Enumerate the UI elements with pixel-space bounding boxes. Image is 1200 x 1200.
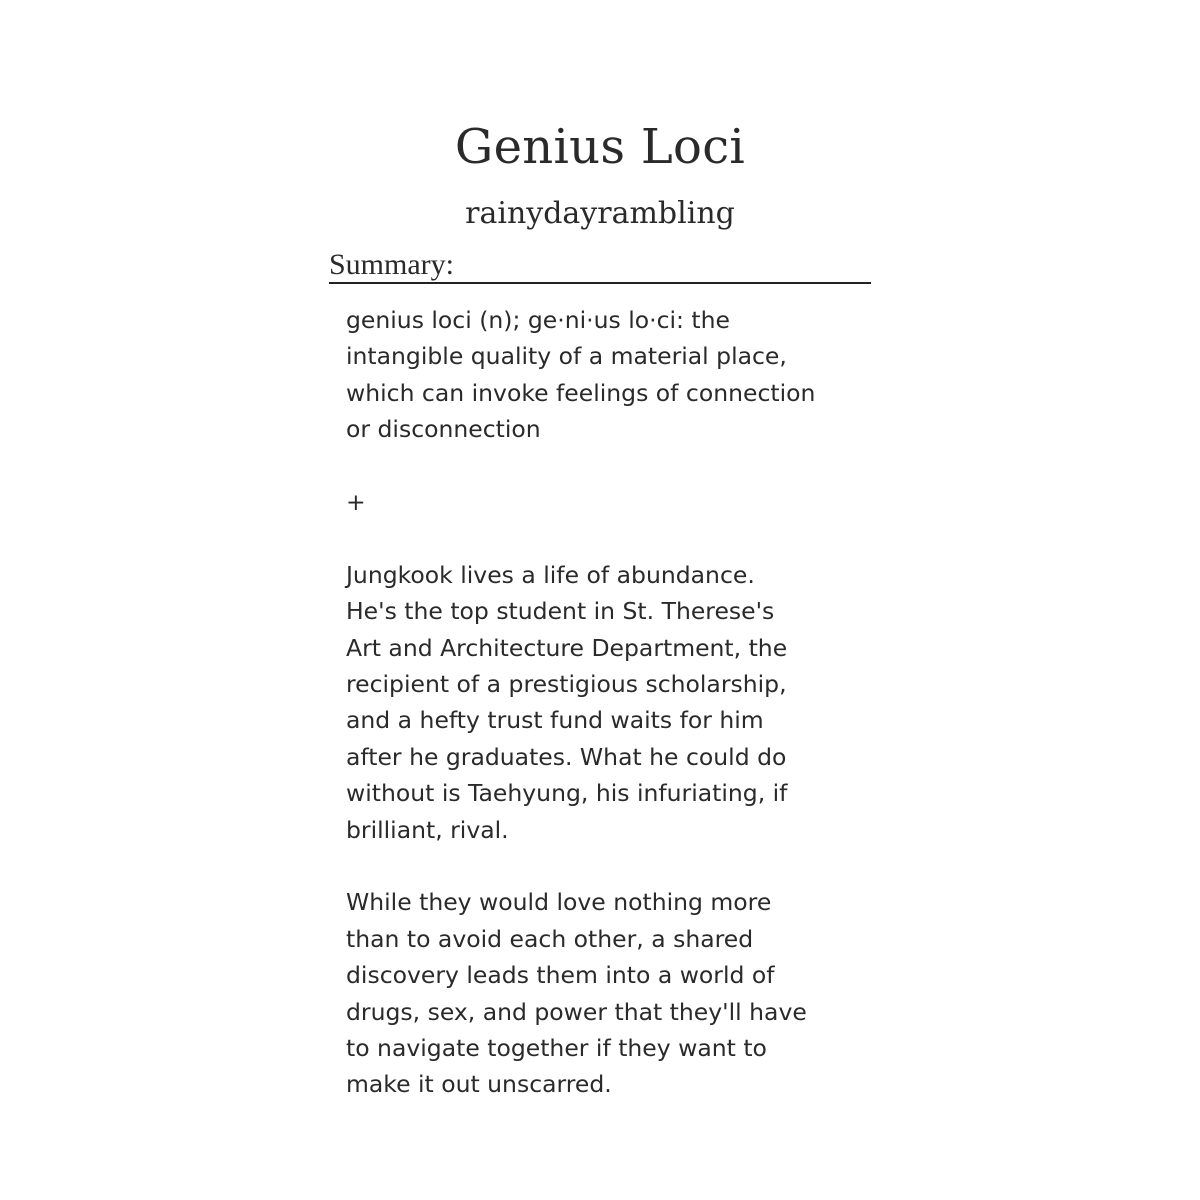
summary-line: While they would love nothing more: [346, 888, 772, 917]
summary-line: which can invoke feelings of connection: [346, 378, 816, 407]
work-author: rainydayrambling: [465, 196, 735, 231]
summary-paragraph-definition: [346, 302, 866, 448]
summary-line: genius loci (n); ge·ni·us lo·ci: the: [346, 306, 730, 334]
summary-heading: Summary:: [329, 246, 871, 284]
summary-line: after he graduates. What he could do: [346, 742, 787, 771]
summary-line: drugs, sex, and power that they'll have: [346, 997, 807, 1026]
summary-line: discovery leads them into a world of: [346, 961, 775, 990]
summary-line: Jungkook lives a life of abundance.: [346, 560, 755, 589]
summary-paragraph-premise: [346, 557, 866, 848]
summary-text: [346, 302, 866, 1103]
summary-line: recipient of a prestigious scholarship,: [346, 670, 787, 699]
summary-paragraph-separator: [346, 484, 866, 520]
summary-line: brilliant, rival.: [346, 815, 509, 844]
summary-line: and a hefty trust fund waits for him: [346, 706, 764, 735]
summary-line: Art and Architecture Department, the: [346, 633, 788, 662]
summary-line: without is Taehyung, his infuriating, if: [346, 779, 788, 808]
summary-line: make it out unscarred.: [346, 1070, 612, 1099]
summary-line: to navigate together if they want to: [346, 1034, 767, 1063]
plus-separator: +: [346, 488, 366, 517]
summary-line: or disconnection: [346, 415, 541, 444]
summary-paragraph-conflict: [346, 884, 866, 1102]
work-title: Genius Loci: [454, 119, 746, 175]
summary-line: than to avoid each other, a shared: [346, 924, 754, 953]
summary-line: intangible quality of a material place,: [346, 342, 787, 371]
summary-line: He's the top student in St. Therese's: [346, 597, 775, 626]
